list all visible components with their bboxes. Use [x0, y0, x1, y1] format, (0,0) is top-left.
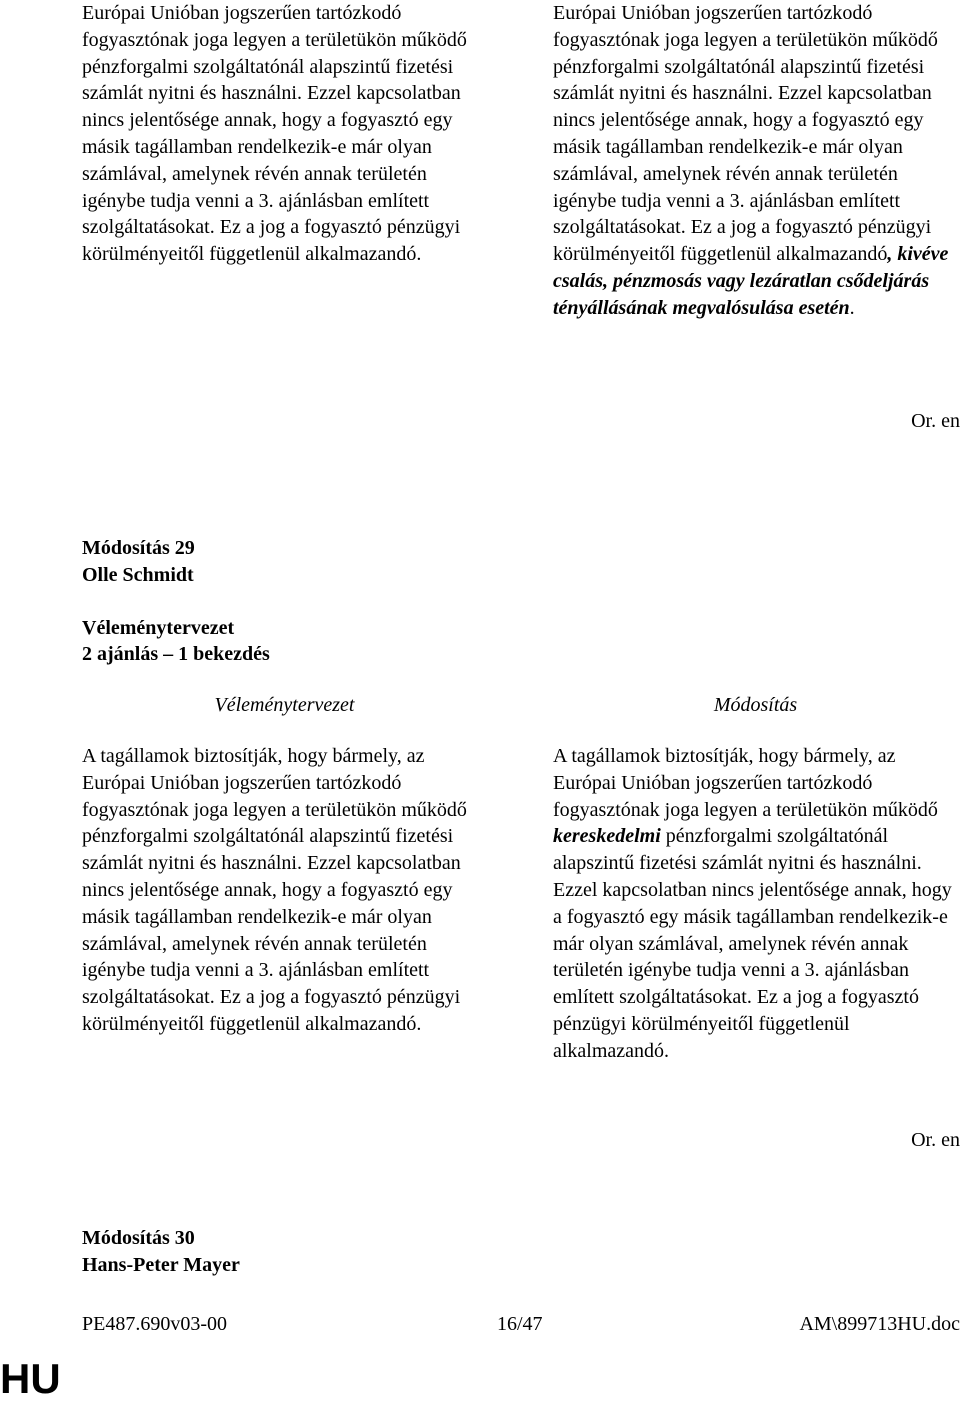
amendment-doc-type: Véleménytervezet: [82, 617, 235, 639]
amendment-title: Módosítás 29: [82, 537, 195, 559]
right-column-header: Módosítás: [713, 694, 798, 716]
top-left-text: Európai Unióban jogszerűen tartózkodó fogyasztónak joga legyen a területükön működő pénzforgalmi szolgáltatónál alapszintű fizetési számlát nyitni és használni. Ezzel kapcsolatban nincs jelentősége annak, hogy a fogyasztó egy másik tagállamban rendelkezik-e már olyan számlával, amelynek révén annak területén igénybe tudja venni a 3. ajánlásban említett szolgáltatásokat. Ez a jog a fogyasztó pénzügyi körülményeitől függetlenül alkalmazandó.: [82, 2, 467, 266]
amendment-right-text-end: pénzforgalmi szolgáltatónál alapszintű fizetési számlát nyitni és használni. Ezzel kapcsolatban nincs jelentősége annak, hogy a fogyasztó egy másik tagállamban rendelkezik-e már olyan számlával, amelynek révén annak területén igénybe tudja venni a 3. ajánlásban említett szolgáltatásokat. Ez a jog a fogyasztó pénzügyi körülményeitől függetlenül alkalmazandó.: [553, 825, 952, 1062]
page-number: 16/47: [497, 1313, 543, 1335]
top-right-paragraph: [553, 0, 958, 322]
left-column-header: Véleménytervezet: [214, 694, 355, 716]
top-right-inserted-text: , kivéve csalás, pénzmosás vagy lezáratlan csődeljárás tényállásának megvalósulása esetén: [553, 243, 949, 319]
file-name: AM\899713HU.doc: [799, 1313, 960, 1335]
language-code: HU: [0, 1355, 61, 1402]
top-right-text-end: .: [849, 296, 855, 319]
original-language-label: Or. en: [911, 1129, 960, 1151]
amendment-author: Hans-Peter Mayer: [82, 1254, 240, 1276]
amendment-right-paragraph: [553, 743, 958, 1065]
amendment-author: Olle Schmidt: [82, 564, 194, 586]
amendment-right-inserted-text: kereskedelmi: [553, 825, 661, 848]
amendment-right-text: A tagállamok biztosítják, hogy bármely, az Európai Unióban jogszerűen tartózkodó fogyasztónak joga legyen a területükön működő: [553, 745, 938, 821]
original-language-label: Or. en: [911, 410, 960, 432]
top-right-text: Európai Unióban jogszerűen tartózkodó fogyasztónak joga legyen a területükön működő pénzforgalmi szolgáltatónál alapszintű fizetési számlát nyitni és használni. Ezzel kapcsolatban nincs jelentősége annak, hogy a fogyasztó egy másik tagállamban rendelkezik-e már olyan számlával, amelynek révén annak területén igénybe tudja venni a 3. ajánlásban említett szolgáltatásokat. Ez a jog a fogyasztó pénzügyi körülményeitől függetlenül alkalmazandó: [553, 2, 938, 266]
top-left-paragraph: [82, 0, 487, 268]
amendment-reference: 2 ajánlás – 1 bekezdés: [82, 643, 270, 665]
amendment-title: Módosítás 30: [82, 1227, 195, 1249]
document-reference: PE487.690v03-00: [82, 1313, 227, 1335]
amendment-left-paragraph: [82, 743, 487, 1038]
amendment-left-text: A tagállamok biztosítják, hogy bármely, az Európai Unióban jogszerűen tartózkodó fogyasztónak joga legyen a területükön működő pénzforgalmi szolgáltatónál alapszintű fizetési számlát nyitni és használni. Ezzel kapcsolatban nincs jelentősége annak, hogy a fogyasztó egy másik tagállamban rendelkezik-e már olyan számlával, amelynek révén annak területén igénybe tudja venni a 3. ajánlásban említett szolgáltatásokat. Ez a jog a fogyasztó pénzügyi körülményeitől függetlenül alkalmazandó.: [82, 745, 467, 1035]
